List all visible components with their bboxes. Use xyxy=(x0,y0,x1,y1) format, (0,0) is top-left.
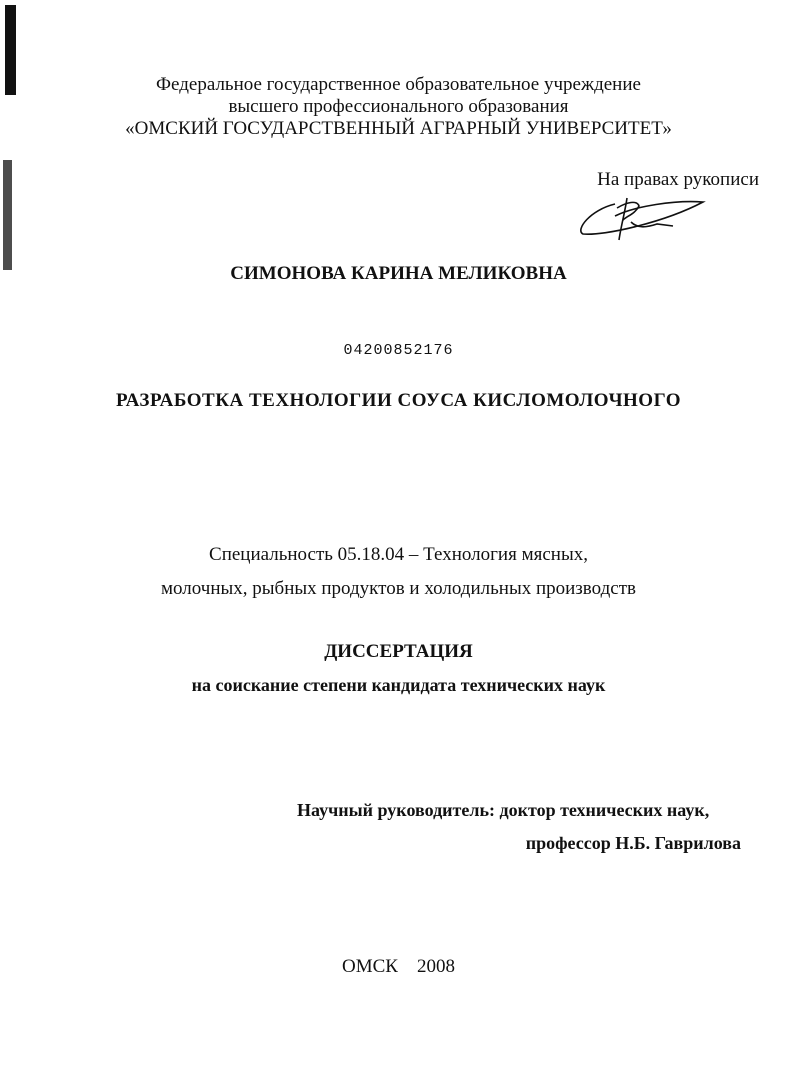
specialty-line-2: молочных, рыбных продуктов и холодильных производств xyxy=(161,578,636,599)
work-type-subtitle: на соискание степени кандидата технических наук xyxy=(191,675,606,695)
scan-edge-mark xyxy=(3,160,12,270)
signature xyxy=(575,192,710,244)
supervisor-line-2: профессор Н.Б. Гаврилова xyxy=(525,833,741,853)
institution-line-2: высшего профессионального образования xyxy=(228,96,569,117)
supervisor-line-1: Научный руководитель: доктор технических наук, xyxy=(297,800,710,820)
institution-line-1: Федеральное государственное образовательное учреждение xyxy=(156,74,641,95)
specialty-line-1: Специальность 05.18.04 – Технология мясных, xyxy=(209,544,588,565)
city-year: ОМСК 2008 xyxy=(342,956,455,977)
registry-number: 04200852176 xyxy=(343,342,454,359)
author-name: СИМОНОВА КАРИНА МЕЛИКОВНА xyxy=(230,263,567,284)
dissertation-title: РАЗРАБОТКА ТЕХНОЛОГИИ СОУСА КИСЛОМОЛОЧНОГО xyxy=(116,390,681,411)
manuscript-note: На правах рукописи xyxy=(597,169,759,190)
institution-line-3: «ОМСКИЙ ГОСУДАРСТВЕННЫЙ АГРАРНЫЙ УНИВЕРСИТЕТ» xyxy=(125,118,672,139)
work-type-label: ДИССЕРТАЦИЯ xyxy=(324,641,473,662)
